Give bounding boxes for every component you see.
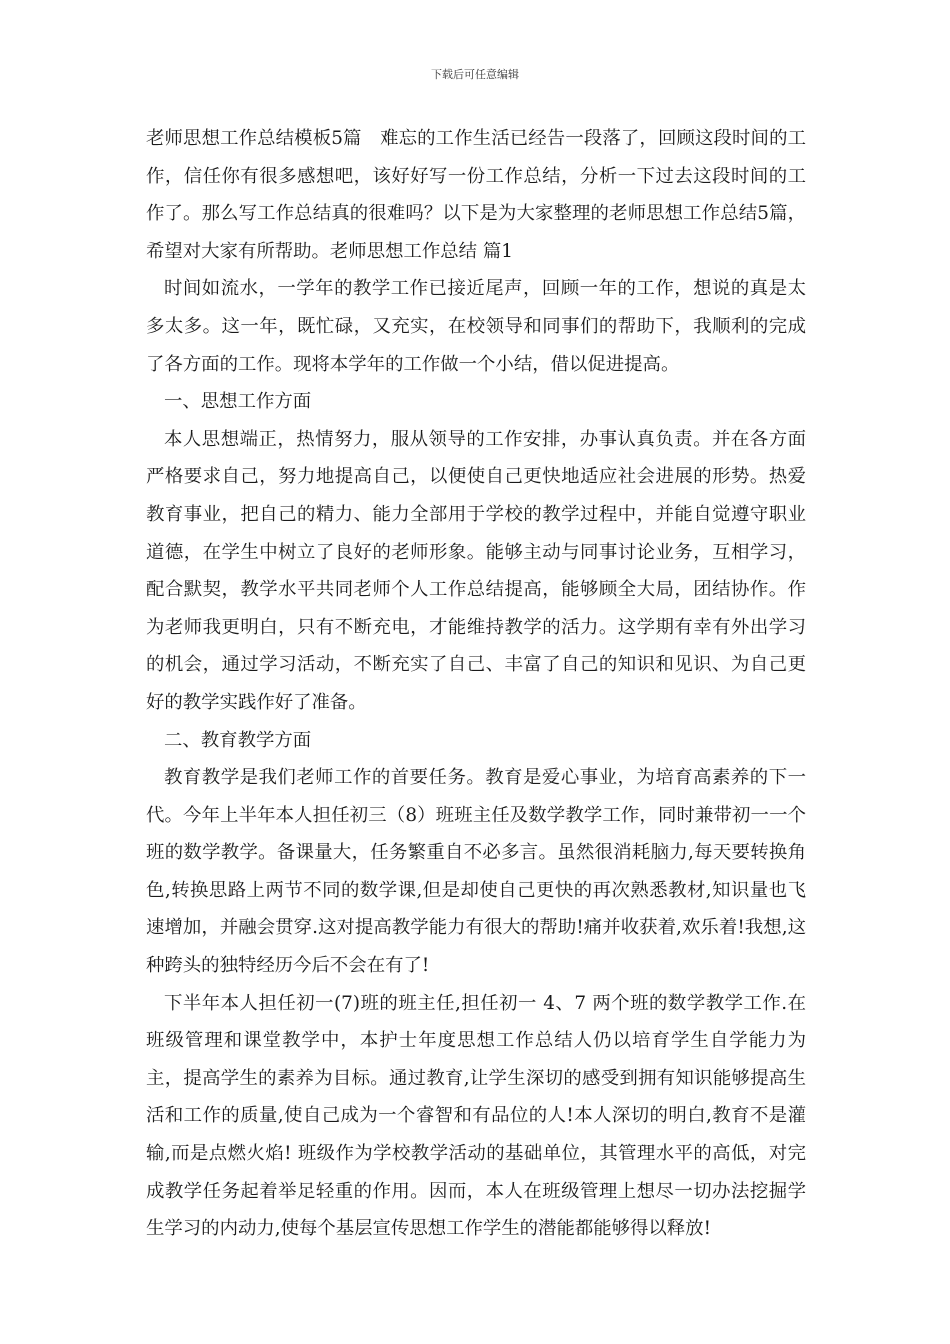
paragraph-thought-work: 本人思想端正，热情努力，服从领导的工作安排，办事认真负责。并在各方面严格要求自己，努力地提高自己，以便使自己更快地适应社会进展的形势。热爱教育事业，把自己的精力、能力全部用于学校的教学过程中，并能自觉遵守职业道德，在学生中树立了良好的老师形象。能够主动与同事讨论业务，互相学习，配合默契，教学水平共同老师个人工作总结提高，能够顾全大局，团结协作。作为老师我更明白，只有不断充电，才能维持教学的活力。这学期有幸有外出学习的机会，通过学习活动，不断充实了自己、丰富了自己的知识和见识、为自己更好的教学实践作好了准备。: [146, 428, 806, 713]
paragraph-teaching-second-half: 下半年本人担任初一(7)班的班主任,担任初一 4、7 两个班的数学教学工作.在班级管理和课堂教学中，本护士年度思想工作总结人仍以培育学生自学能力为主，提高学生的素养为目标。通过教育,让学生深切的感受到拥有知识能够提高生活和工作的质量,使自己成为一个睿智和有品位的人!本人深切的明白,教育不是灌输,而是点燃火焰! 班级作为学校教学活动的基础单位，其管理水平的高低，对完成教学任务起着举足轻重的作用。因而，本人在班级管理上想尽一切办法挖掘学生学习的内动力,使每个基层宣传思想工作学生的潜能都能够得以释放!: [146, 992, 806, 1240]
section-heading-thought: 一、思想工作方面: [164, 391, 312, 413]
paragraph-opening: 时间如流水，一学年的教学工作已接近尾声，回顾一年的工作，想说的真是太多太多。这一年，既忙碌，又充实，在校领导和同事们的帮助下，我顺利的完成了各方面的工作。现将本学年的工作做一个小结，借以促进提高。: [146, 278, 806, 375]
paragraph-teaching-first-half: 教育教学是我们老师工作的首要任务。教育是爱心事业，为培育高素养的下一代。今年上半年本人担任初三（8）班班主任及数学教学工作，同时兼带初一一个班的数学教学。备课量大，任务繁重自不必多言。虽然很消耗脑力,每天要转换角色,转换思路上两节不同的数学课,但是却使自己更快的再次熟悉教材,知识量也飞速增加，并融会贯穿.这对提高教学能力有很大的帮助!痛并收获着,欢乐着!我想,这种跨头的独特经历今后不会在有了!: [146, 767, 806, 977]
document-body: [146, 120, 806, 1248]
intro-paragraph: 老师思想工作总结模板5篇 难忘的工作生活已经告一段落了，回顾这段时间的工作，信任你有很多感想吧，该好好写一份工作总结，分析一下过去这段时间的工作了。那么写工作总结真的很难吗？以下是为大家整理的老师思想工作总结5篇，希望对大家有所帮助。老师思想工作总结 篇1: [146, 128, 806, 262]
page-header: 下载后可任意编辑: [431, 68, 519, 81]
section-heading-teaching: 二、教育教学方面: [164, 729, 312, 751]
